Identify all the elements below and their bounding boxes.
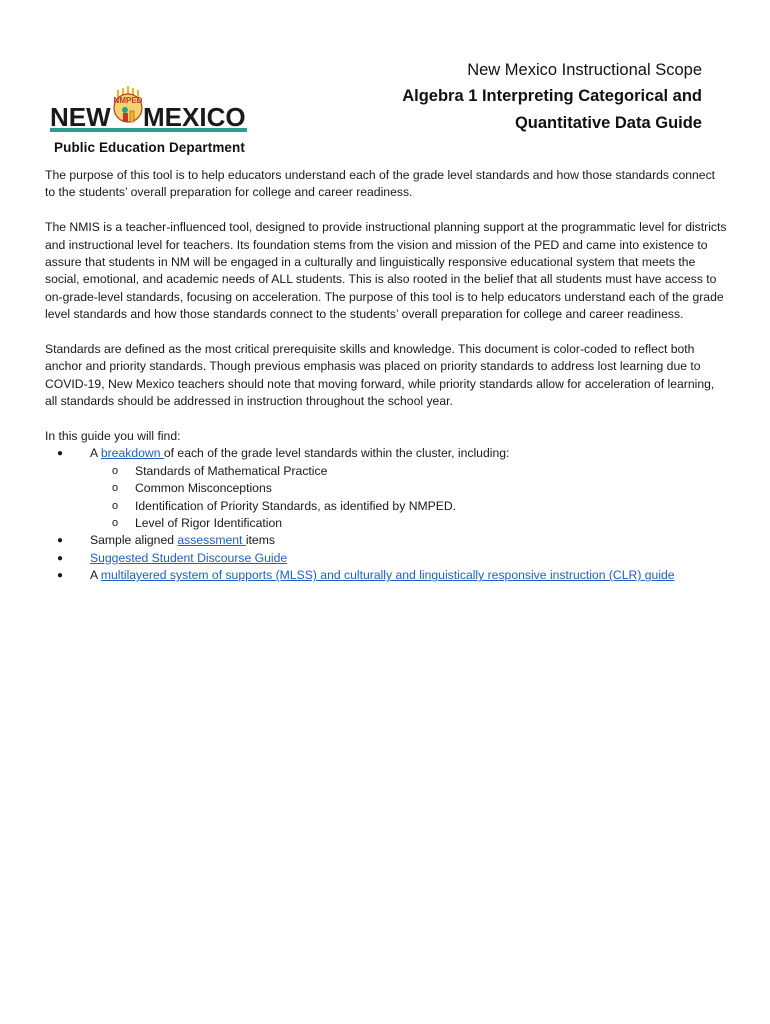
zia-sun-icon bbox=[114, 86, 143, 122]
bullet-icon: ● bbox=[57, 448, 64, 460]
bullet-icon: ● bbox=[57, 535, 64, 547]
logo-department: Public Education Department bbox=[54, 140, 245, 155]
guide-intro: In this guide you will find: bbox=[45, 429, 181, 444]
discourse-guide-link[interactable]: Suggested Student Discourse Guide bbox=[90, 550, 288, 565]
list-item-text: A bbox=[90, 446, 101, 461]
list-item-assessment bbox=[45, 532, 727, 549]
nmped-logo bbox=[50, 84, 256, 160]
logo-word-new: NEW bbox=[50, 102, 111, 132]
sub-list-item-text: Level of Rigor Identification bbox=[135, 516, 283, 531]
sub-list-item-text: Standards of Mathematical Practice bbox=[135, 463, 328, 478]
logo-word-mexico: MEXICO bbox=[143, 102, 246, 132]
breakdown-link[interactable]: breakdown bbox=[100, 446, 164, 461]
header-guide-title-line2: Quantitative Data Guide bbox=[514, 114, 702, 132]
sub-list-item bbox=[90, 463, 727, 480]
bullet-icon: ● bbox=[57, 552, 64, 564]
header-guide-title-line1: Algebra 1 Interpreting Categorical and bbox=[402, 87, 702, 105]
mlss-clr-guide-link[interactable]: multilayered system of supports (MLSS) and culturally and linguistically responsive instruction (CLR) guide bbox=[100, 568, 675, 583]
circle-bullet-icon: o bbox=[112, 499, 119, 512]
header-scope-title: New Mexico Instructional Scope bbox=[467, 61, 702, 79]
circle-bullet-icon: o bbox=[112, 517, 119, 530]
document-body bbox=[45, 167, 727, 585]
list-item-text: items bbox=[245, 533, 275, 548]
svg-text:NMPED: NMPED bbox=[113, 96, 143, 105]
sub-list-item-text: Common Misconceptions bbox=[135, 481, 272, 496]
circle-bullet-icon: o bbox=[112, 464, 119, 477]
list-item-text: A bbox=[90, 568, 101, 583]
sub-list-item bbox=[90, 498, 727, 515]
new-mexico-logo-graphic bbox=[50, 84, 256, 140]
list-item-text: of each of the grade level standards within the cluster, including: bbox=[163, 446, 510, 461]
list-item-text: Sample aligned bbox=[90, 533, 178, 548]
sub-list-item bbox=[90, 480, 727, 497]
standards-paragraph: Standards are defined as the most critical prerequisite skills and knowledge. This document is color-coded to reflect both anchor and priority standards. Though previous emphasis was placed on priority standards to address lost learning due to COVID-19, New Mexico teachers should note that moving forward, while priority standards allow for acceleration of learning, all standards should be addressed in instruction throughout the school year. bbox=[45, 342, 715, 409]
guide-list bbox=[45, 445, 727, 584]
sub-list bbox=[90, 463, 727, 533]
list-item-breakdown bbox=[45, 445, 727, 532]
sub-list-item-text: Identification of Priority Standards, as identified by NMPED. bbox=[135, 498, 457, 513]
purpose-paragraph: The purpose of this tool is to help educators understand each of the grade level standards and how those standards connect to the students’ overall preparation for college and career readiness. bbox=[45, 168, 716, 200]
sub-list-item bbox=[90, 515, 727, 532]
list-item-mlss bbox=[45, 567, 727, 584]
bullet-icon: ● bbox=[57, 570, 64, 582]
list-item-discourse bbox=[45, 550, 727, 567]
circle-bullet-icon: o bbox=[112, 482, 119, 495]
nmis-paragraph: The NMIS is a teacher-influenced tool, designed to provide instructional planning support at the programmatic level for districts and instructional level for teachers. Its foundation stems from the vision and mission of the PED and came into existence to assure that students in NM will be engaged in a culturally and linguistically responsive educational system that meets the social, emotional, and academic needs of ALL students. This is also rooted in the belief that all students must have access to on-grade-level standards, focusing on acceleration. The purpose of this tool is to help educators understand each of the grade level standards and how those standards connect to the students’ overall preparation for college and career readiness. bbox=[45, 220, 727, 322]
document-header bbox=[402, 58, 702, 137]
assessment-link[interactable]: assessment bbox=[177, 533, 246, 548]
